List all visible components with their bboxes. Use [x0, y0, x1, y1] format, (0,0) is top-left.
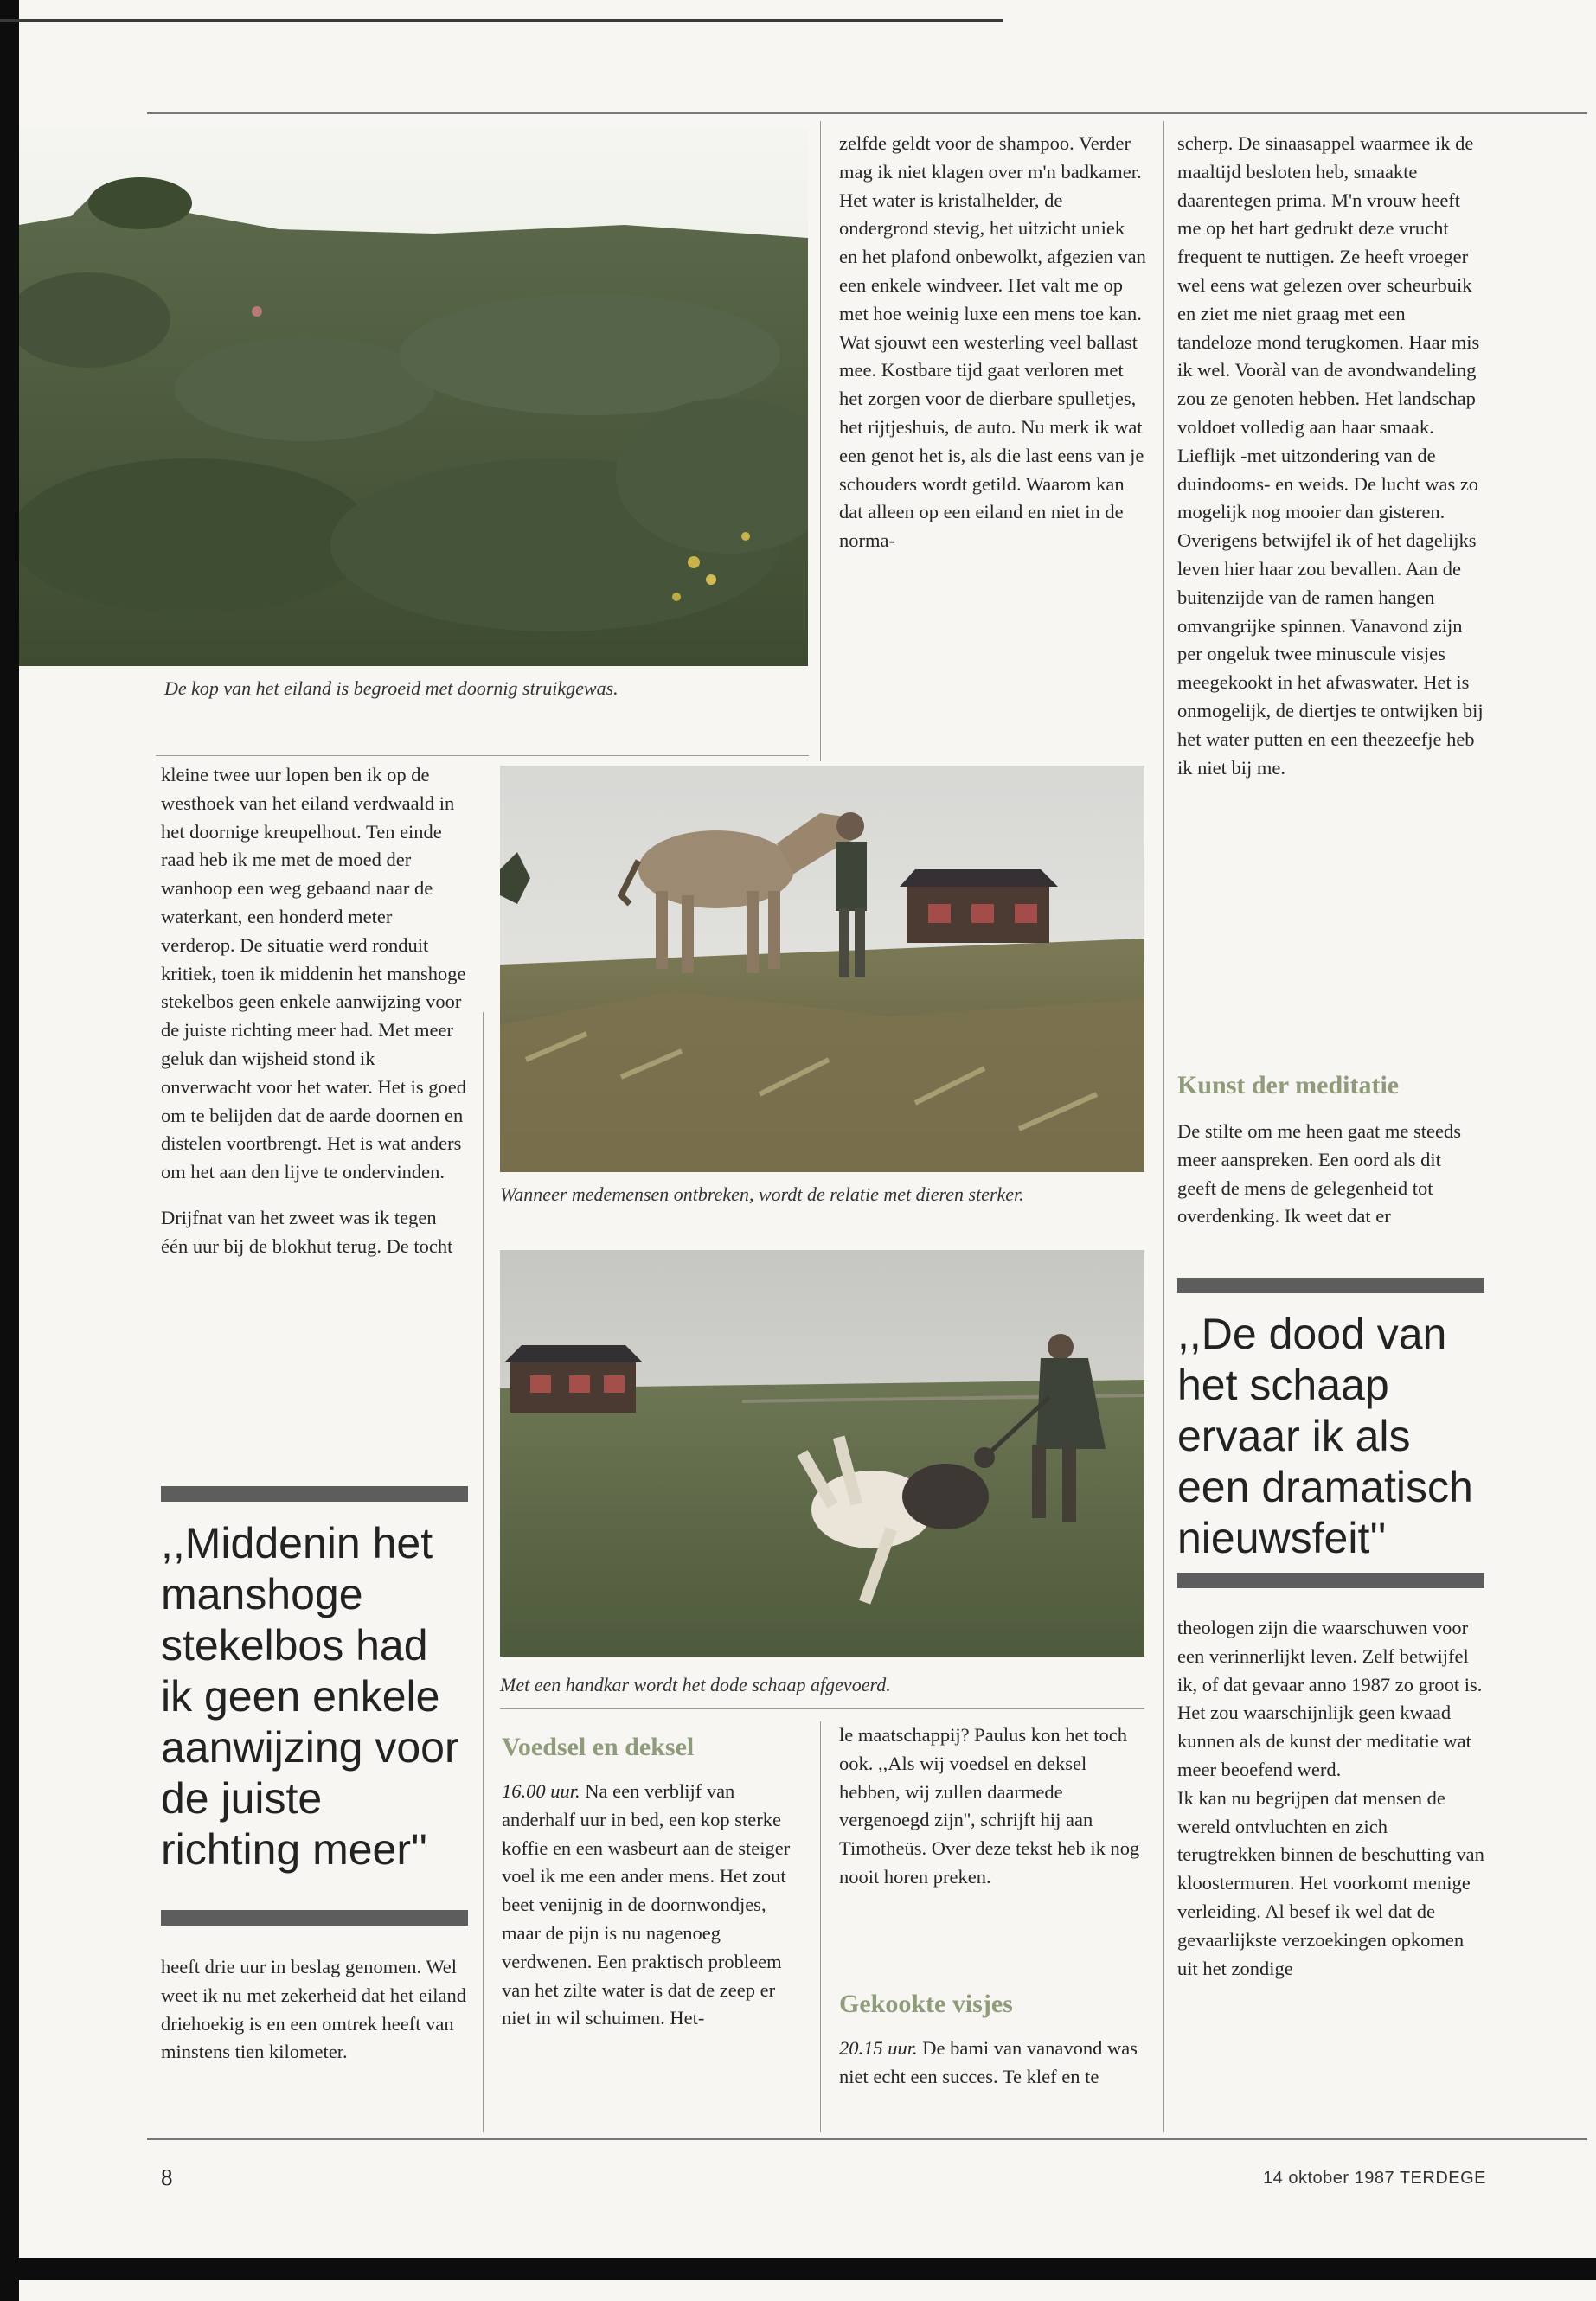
- top-rule: [147, 112, 1587, 114]
- column-rule: [483, 1012, 484, 2132]
- body-column-3-top: [839, 130, 1146, 555]
- body-paragraph: scherp. De sinaasappel waarmee ik de maaltijd besloten heb, smaakte daarentegen prima. M'n vrouw heeft me op het hart gedrukt deze vrucht frequent te nuttigen. Ze heeft vroeger wel eens wat gelezen over scheurbuik en ziet me niet graag met een tandeloze mond terugkomen. Haar mis ik wel. Vooràl van de avondwandeling zou ze genoten hebben. Het landschap voldoet volledig aan haar smaak. Lieflijk -met uitzondering van de duindooms- en weids. De lucht was zo mogelijk nog mooier dan gisteren. Overigens betwijfel ik of het dagelijks leven hier haar zou bevallen. Aan de buitenzijde van de ramen hangen omvangrijke spinnen. Vanavond zijn per ongeluk twee minuscule visjes meegekookt in het afwaswater. Het is onmogelijk, de diertjes te ontwijken bij het water putten en een theezeefje heb ik niet bij me.: [1177, 132, 1484, 779]
- column-rule: [820, 1721, 821, 2132]
- caption-rule: [500, 1708, 1144, 1709]
- scan-border-bottom: [0, 2258, 1596, 2280]
- body-paragraph: De bami van vanavond was niet echt een succes. Te klef en te: [839, 2037, 1138, 2087]
- scan-border-top: [0, 19, 1003, 22]
- body-column-1: [161, 761, 468, 1261]
- pullquote: ,,De dood van het schaap ervaar ik als een dramatisch nieuwsfeit'': [1177, 1310, 1473, 1562]
- body-paragraph: Na een verblijf van anderhalf uur in bed, een kop sterke koffie en een wasbeurt aan de steiger voel ik me een ander mens. Het zout beet venijnig in de doornwondjes, maar de pijn is nu nagenoeg verdwenen. Een praktisch probleem van het zilte water is dat de zeep er niet in wil schuimen. Het-: [502, 1780, 791, 2029]
- subhead-voedsel: Voedsel en deksel: [502, 1733, 695, 1761]
- publication-date: 14 oktober 1987 TERDEGE: [1263, 2169, 1486, 2188]
- photo-caption: De kop van het eiland is begroeid met doornig struikgewas.: [164, 677, 619, 699]
- bottom-rule: [147, 2138, 1587, 2140]
- body-column-3-end: [839, 2035, 1146, 2092]
- heathland-photo: [19, 130, 808, 666]
- pullquote-bar-top: [1177, 1278, 1484, 1293]
- scan-border-left: [0, 0, 19, 2301]
- subhead-meditatie: Kunst der meditatie: [1177, 1071, 1400, 1099]
- body-paragraph: theologen zijn die waarschuwen voor een verinnerlijkt leven. Zelf betwijfel ik, of dat gevaar anno 1987 zo groot is. Het zou waarschijnlijk geen kwaad kunnen als de kunst der meditatie wat meer beoefend werd.: [1177, 1617, 1483, 1780]
- page-number: 8: [161, 2164, 173, 2190]
- body-column-1-bottom: [161, 1953, 468, 2067]
- caption-rule: [156, 755, 809, 756]
- body-paragraph: heeft drie uur in beslag genomen. Wel weet ik nu met zekerheid dat het eiland driehoekig is en een omtrek heeft van minstens tien kilometer.: [161, 1956, 466, 2063]
- pullquote: ,,Middenin het manshoge stekelbos had ik geen enkele aanwijzing voor de juiste richting meer'': [161, 1519, 459, 1874]
- body-paragraph: Ik kan nu begrijpen dat mensen de wereld ontvluchten en zich terugtrekken binnen de beschutting van kloostermuren. Het voorkomt menige verleiding. Al besef ik wel dat de gevaarlijkste verzoekingen opkomen uit het zondige: [1177, 1786, 1484, 1979]
- time-stamp: 16.00 uur.: [502, 1780, 580, 1802]
- body-column-4-top: [1177, 130, 1484, 782]
- subhead-visjes: Gekookte visjes: [839, 1990, 1013, 2018]
- body-paragraph: zelfde geldt voor de shampoo. Verder mag ik niet klagen over m'n badkamer. Het water is kristalhelder, de ondergrond stevig, het uitzicht uniek en het plafond onbewolkt, afgezien van een enkele windveer. Het valt me op met hoe weinig luxe een mens toe kan. Wat sjouwt een westerling veel ballast mee. Kostbare tijd gaat verloren met het zorgen voor de dierbare spulletjes, het rijtjeshuis, de auto. Nu merk ik wat een genot het is, als die last eens van je schouders wordt getild. Waarom kan dat alleen op een eiland en niet in de norma-: [839, 132, 1146, 552]
- body-column-2: [502, 1778, 809, 2033]
- body-column-3-bottom: [839, 1721, 1146, 1892]
- pullquote-bar-top: [161, 1486, 468, 1502]
- pullquote-bar-bottom: [1177, 1573, 1484, 1588]
- pullquote-bar-bottom: [161, 1910, 468, 1926]
- column-rule: [820, 121, 821, 761]
- body-paragraph: le maatschappij? Paulus kon het toch ook. ,,Als wij voedsel en deksel hebben, wij zullen daarmede vergenoegd zijn'', schrijft hij aan Timotheüs. Over deze tekst heb ik nog nooit horen preken.: [839, 1724, 1140, 1888]
- body-column-4-middle: [1177, 1118, 1484, 1231]
- time-stamp: 20.15 uur.: [839, 2037, 918, 2059]
- body-column-4-bottom: [1177, 1614, 1484, 1983]
- body-paragraph: Drijfnat van het zweet was ik tegen één uur bij de blokhut terug. De tocht: [161, 1206, 453, 1257]
- photo-caption: Met een handkar wordt het dode schaap afgevoerd.: [500, 1674, 891, 1695]
- photo-caption: Wanneer medemensen ontbreken, wordt de relatie met dieren sterker.: [500, 1183, 1024, 1205]
- column-rule: [1163, 121, 1164, 2132]
- body-paragraph: De stilte om me heen gaat me steeds meer aanspreken. Een oord als dit geeft de mens de gelegenheid tot overdenking. Ik weet dat er: [1177, 1120, 1462, 1227]
- body-paragraph: kleine twee uur lopen ben ik op de westhoek van het eiland verdwaald in het doornige kreupelhout. Ten einde raad heb ik me met de moed der wanhoop een weg gebaand naar de waterkant, een honderd meter verderop. De situatie werd ronduit kritiek, toen ik middenin het manshoge stekelbos geen enkele aanwijzing voor de juiste richting meer had. Met meer geluk dan wijsheid stond ik onverwacht voor het water. Het is goed om te belijden dat de aarde doornen en distelen voortbrengt. Het is wat anders om het aan den lijve te ondervinden.: [161, 764, 467, 1183]
- horse-photo: [500, 766, 1144, 1172]
- dead-sheep-photo: [500, 1250, 1144, 1657]
